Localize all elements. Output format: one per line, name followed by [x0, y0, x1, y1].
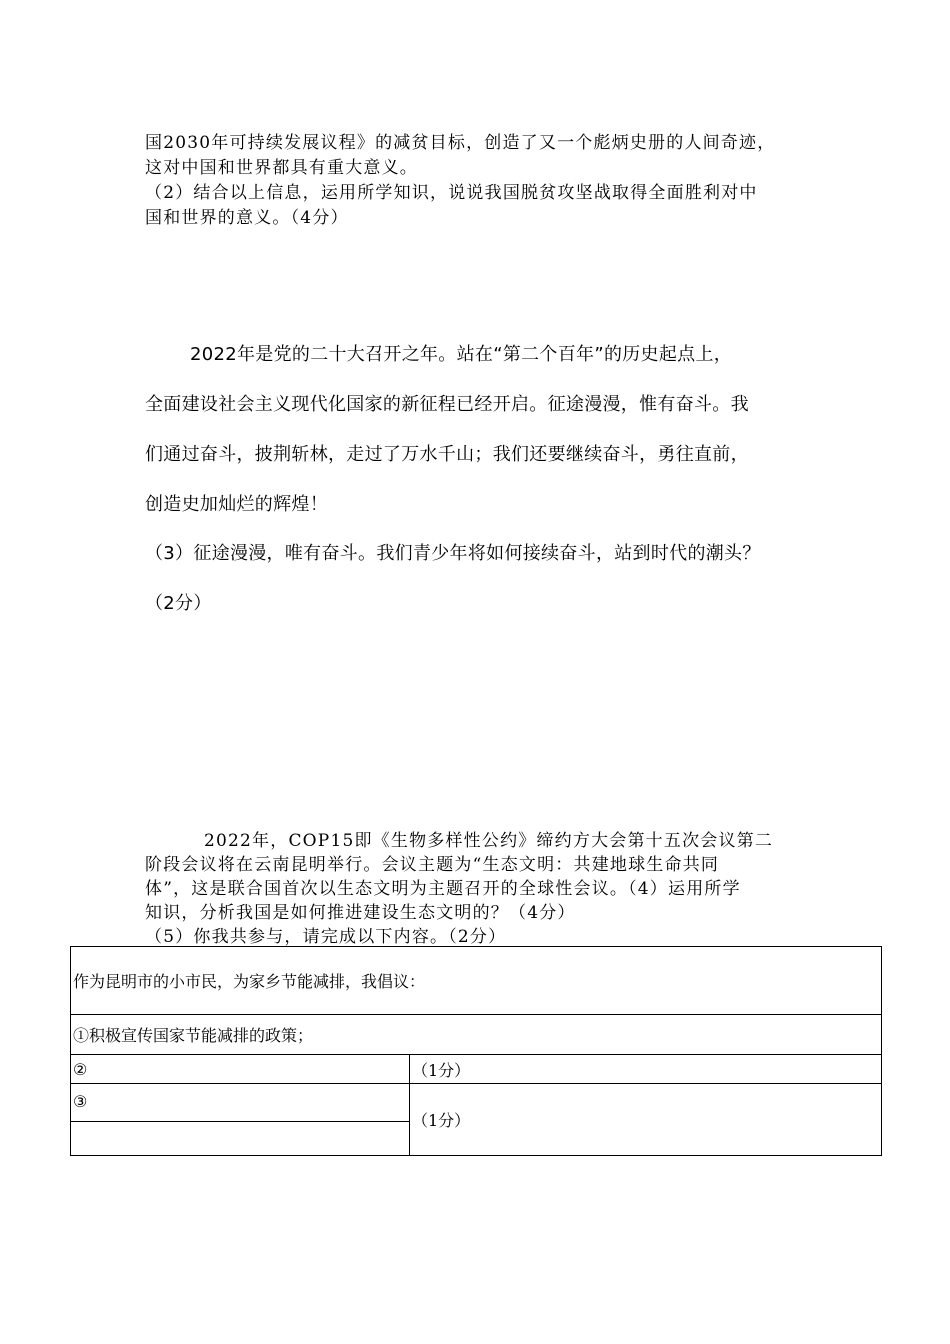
- paragraph-line: 体”，这是联合国首次以生态文明为主题召开的全球性会议。（4）运用所学: [145, 879, 741, 899]
- table-header-cell: 作为昆明市的小市民，为家乡节能减排，我倡议：: [71, 947, 882, 1015]
- paragraph-line: 创造史加灿烂的辉煌！: [145, 494, 328, 515]
- paragraph-line: 2022年是党的二十大召开之年。站在“第二个百年”的历史起点上，: [190, 344, 733, 365]
- proposal-item-3-field[interactable]: ③: [71, 1084, 410, 1122]
- question-2-line: 国和世界的意义。（4分）: [145, 208, 349, 228]
- proposal-item-1: ①积极宣传国家节能减排的政策；: [71, 1015, 882, 1055]
- question-5-line: （5）你我共参与，请完成以下内容。（2分）: [145, 927, 507, 947]
- proposal-table: [70, 946, 882, 1156]
- proposal-item-2-field[interactable]: ②: [71, 1055, 410, 1084]
- question-3-line: （2分）: [145, 593, 212, 614]
- question-2-line: （2）结合以上信息，运用所学知识，说说我国脱贫攻坚战取得全面胜利对中: [145, 183, 758, 203]
- paragraph-line: 2022年，COP15即《生物多样性公约》缔约方大会第十五次会议第二: [204, 831, 774, 851]
- score-label-2: （1分）: [410, 1055, 882, 1084]
- paragraph-line: 全面建设社会主义现代化国家的新征程已经开启。征途漫漫，惟有奋斗。我: [145, 394, 749, 415]
- paragraph-line: 们通过奋斗，披荆斩林，走过了万水千山；我们还要继续奋斗，勇往直前，: [145, 444, 749, 465]
- text-line: 这对中国和世界都具有重大意义。: [145, 158, 418, 178]
- score-label-3: （1分）: [410, 1084, 882, 1156]
- question-4-line: 知识，分析我国是如何推进建设生态文明的？（4分）: [145, 903, 576, 923]
- text-line: 国2030年可持续发展议程》的减贫目标，创造了又一个彪炳史册的人间奇迹，: [145, 133, 776, 153]
- question-3-line: （3）征途漫漫，唯有奋斗。我们青少年将如何接续奋斗，站到时代的潮头？: [145, 543, 761, 564]
- paragraph-line: 阶段会议将在云南昆明举行。会议主题为“生态文明：共建地球生命共同: [145, 855, 720, 875]
- proposal-item-3-continuation-field[interactable]: [71, 1122, 410, 1156]
